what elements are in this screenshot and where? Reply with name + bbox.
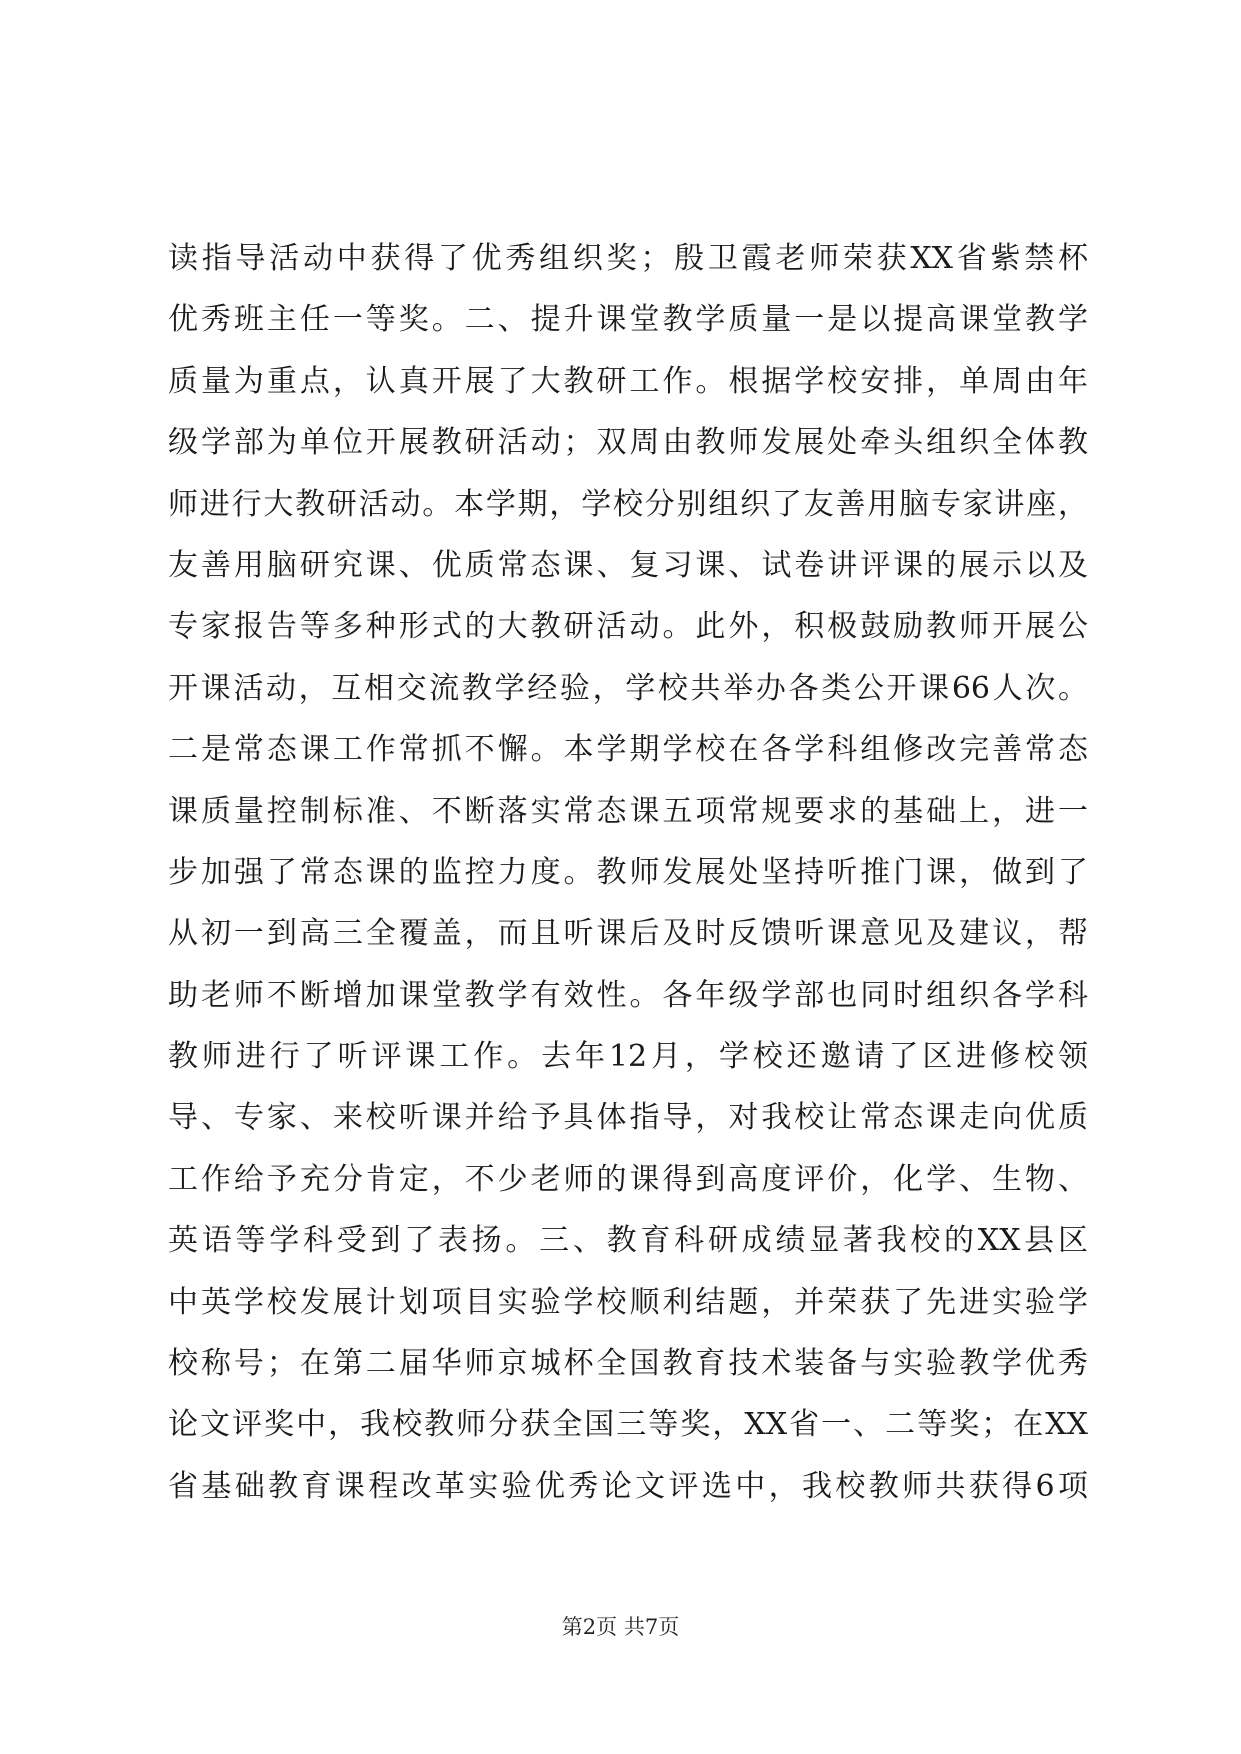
text-line: 级学部为单位开展教研活动；双周由教师发展处牵头组织全体教 [168, 425, 1088, 461]
text-line: 教师进行了听评课工作。去年12月，学校还邀请了区进修校领 [168, 1039, 1088, 1075]
text-line: 从初一到高三全覆盖，而且听课后及时反馈听课意见及建议，帮 [168, 916, 1088, 952]
text-line: 中英学校发展计划项目实验学校顺利结题，并荣获了先进实验学 [168, 1284, 1088, 1320]
text-line: 师进行大教研活动。本学期，学校分别组织了友善用脑专家讲座， [168, 486, 1088, 522]
text-line: 专家报告等多种形式的大教研活动。此外，积极鼓励教师开展公 [168, 609, 1088, 645]
text-line: 省基础教育课程改革实验优秀论文评选中，我校教师共获得6项 [168, 1468, 1088, 1504]
text-line: 质量为重点，认真开展了大教研工作。根据学校安排，单周由年 [168, 363, 1088, 399]
text-line: 步加强了常态课的监控力度。教师发展处坚持听推门课，做到了 [168, 854, 1088, 890]
text-line: 校称号；在第二届华师京城杯全国教育技术装备与实验教学优秀 [168, 1346, 1088, 1382]
text-line: 开课活动，互相交流教学经验，学校共举办各类公开课66人次。 [168, 670, 1088, 706]
body-text [168, 228, 1088, 1517]
text-line: 友善用脑研究课、优质常态课、复习课、试卷讲评课的展示以及 [168, 547, 1088, 583]
text-line: 助老师不断增加课堂教学有效性。各年级学部也同时组织各学科 [168, 977, 1088, 1013]
text-line: 课质量控制标准、不断落实常态课五项常规要求的基础上，进一 [168, 793, 1088, 829]
text-line: 读指导活动中获得了优秀组织奖；殷卫霞老师荣获XX省紫禁杯 [168, 241, 1088, 276]
text-line: 优秀班主任一等奖。二、提升课堂教学质量一是以提高课堂教学 [168, 302, 1088, 338]
text-line: 二是常态课工作常抓不懈。本学期学校在各学科组修改完善常态 [168, 732, 1088, 768]
text-line: 导、专家、来校听课并给予具体指导，对我校让常态课走向优质 [168, 1100, 1088, 1136]
text-line: 论文评奖中，我校教师分获全国三等奖，XX省一、二等奖；在XX [168, 1407, 1088, 1443]
text-line: 工作给予充分肯定，不少老师的课得到高度评价，化学、生物、 [168, 1161, 1088, 1197]
page-footer: 第2页 共7页 [561, 1615, 680, 1639]
text-line: 英语等学科受到了表扬。三、教育科研成绩显著我校的XX县区 [168, 1223, 1088, 1259]
